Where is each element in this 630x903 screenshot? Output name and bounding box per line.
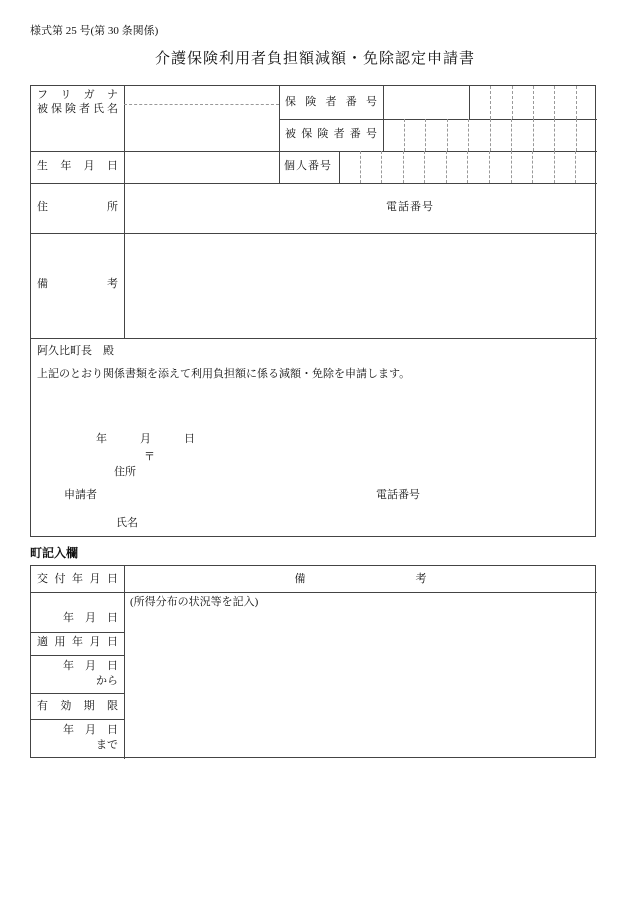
insured-name-input-area[interactable]	[125, 105, 278, 150]
town-remarks-input-area[interactable]	[125, 610, 596, 758]
table-line	[31, 693, 124, 694]
digit-cell[interactable]	[576, 119, 598, 151]
digit-cell[interactable]	[554, 119, 576, 151]
insured-table	[30, 85, 596, 537]
validity-until-label: まで	[96, 739, 118, 751]
insurer-number-label: 保 険 者 番 号	[285, 96, 377, 108]
digit-cell[interactable]	[425, 119, 447, 151]
town-table	[30, 565, 596, 758]
digit-cell[interactable]	[554, 151, 576, 183]
table-line	[279, 86, 280, 183]
digit-cell[interactable]	[490, 119, 512, 151]
apply-date-value-label[interactable]: 年 月 日	[63, 660, 118, 672]
address-input-area[interactable]	[125, 184, 380, 232]
digit-cell[interactable]	[447, 119, 469, 151]
digit-cell[interactable]	[489, 151, 511, 183]
postal-mark: 〒	[144, 451, 155, 463]
validity-label: 有 効 期 限	[37, 700, 118, 712]
digit-cell[interactable]	[383, 119, 404, 151]
digit-cell[interactable]	[470, 86, 490, 119]
apply-from-label: から	[96, 675, 118, 687]
remarks-input-area[interactable]	[125, 234, 596, 337]
birthdate-input-area[interactable]	[125, 152, 278, 182]
digit-cell[interactable]	[532, 151, 554, 183]
personal-number-cells	[339, 151, 597, 183]
digit-cell[interactable]	[512, 86, 533, 119]
digit-cell[interactable]	[446, 151, 468, 183]
furigana-input-area[interactable]	[125, 87, 278, 103]
digit-cell[interactable]	[403, 151, 425, 183]
digit-cell[interactable]	[339, 151, 360, 183]
issue-date-value-label[interactable]: 年 月 日	[63, 612, 118, 624]
town-remarks-header: 備 考	[294, 573, 427, 585]
applicant-phone-label: 電話番号	[376, 489, 420, 501]
insured-number-cells	[383, 119, 597, 151]
birthdate-label: 生 年 月 日	[37, 160, 118, 172]
applicant-name-label: 氏名	[116, 517, 138, 529]
digit-cell[interactable]	[511, 119, 533, 151]
digit-cell[interactable]	[533, 86, 554, 119]
digit-cell[interactable]	[360, 151, 382, 183]
issue-date-label: 交 付 年 月 日	[37, 573, 118, 585]
form-number: 様式第 25 号(第 30 条関係)	[30, 25, 159, 37]
furigana-label: フ リ ガ ナ	[37, 89, 118, 101]
applicant-address-input-area[interactable]	[151, 461, 371, 479]
digit-cell[interactable]	[576, 86, 597, 119]
digit-cell[interactable]	[467, 151, 489, 183]
digit-cell[interactable]	[511, 151, 533, 183]
digit-cell[interactable]	[424, 151, 446, 183]
table-line	[31, 719, 124, 720]
address-label: 住 所	[37, 201, 118, 213]
town-remarks-note: (所得分布の状況等を記入)	[130, 596, 259, 608]
table-line	[31, 655, 124, 656]
addressee: 阿久比町長 殿	[37, 345, 114, 357]
digit-cell[interactable]	[575, 151, 597, 183]
validity-value-label[interactable]: 年 月 日	[63, 724, 118, 736]
table-line	[31, 632, 124, 633]
applicant-address-label: 住所	[114, 466, 136, 478]
digit-cell[interactable]	[533, 119, 555, 151]
applicant-name-input-area[interactable]	[151, 512, 371, 530]
table-line	[31, 592, 597, 593]
insured-number-label: 被 保 険 者 番 号	[285, 128, 377, 140]
digit-cell[interactable]	[404, 119, 426, 151]
table-line	[31, 338, 597, 339]
application-date-line[interactable]: 年 月 日	[96, 433, 195, 445]
digit-cell[interactable]	[381, 151, 403, 183]
apply-date-label: 適 用 年 月 日	[37, 636, 118, 648]
form-title: 介護保険利用者負担額減額・免除認定申請書	[154, 51, 475, 67]
insured-name-label: 被 保 険 者 氏 名	[37, 103, 118, 115]
remarks-label: 備 考	[37, 278, 118, 290]
personal-number-label: 個人番号	[284, 160, 332, 172]
applicant-label: 申請者	[64, 489, 97, 501]
digit-cell[interactable]	[490, 86, 511, 119]
digit-cell[interactable]	[554, 86, 575, 119]
digit-cell[interactable]	[468, 119, 490, 151]
application-statement: 上記のとおり関係書類を添えて利用負担額に係る減額・免除を申請します。	[37, 368, 411, 380]
insurer-number-cells	[469, 86, 597, 119]
phone-label: 電話番号	[386, 201, 434, 213]
town-section-heading: 町記入欄	[30, 546, 79, 560]
